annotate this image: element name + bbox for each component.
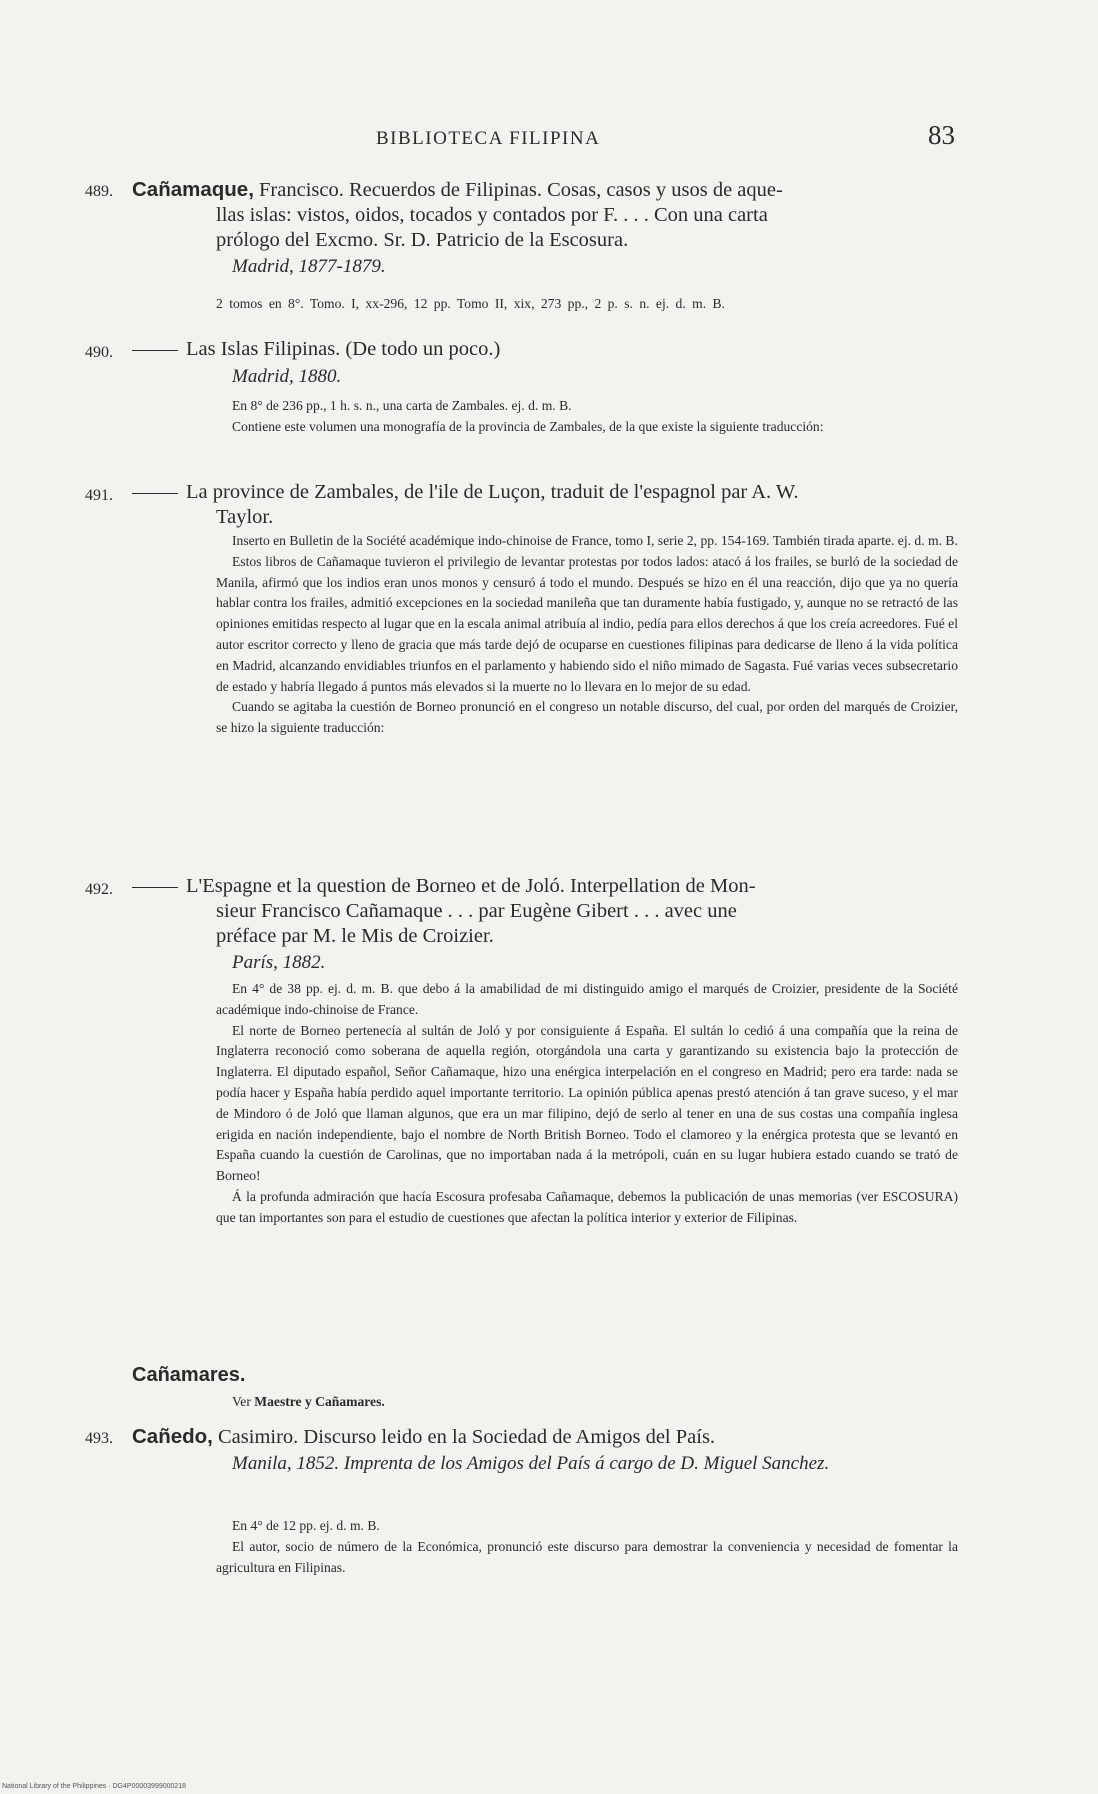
scan-footer: National Library of the Philippines · DG4P00003999000218	[2, 1783, 187, 1790]
entry-title: Las Islas Filipinas. (De todo un poco.)	[186, 338, 501, 360]
see-target: Maestre y Cañamares.	[254, 1394, 385, 1409]
entry-note	[216, 1516, 958, 1578]
entry-imprint: París, 1882.	[232, 952, 326, 973]
entry-author: Cañamaque,	[132, 178, 254, 201]
cross-reference-note	[216, 1392, 958, 1413]
page-number: 83	[928, 120, 955, 150]
entry-title-line: L'Espagne et la question de Borneo et de Joló. Interpellation de Mon-	[186, 875, 756, 897]
entry-note	[216, 979, 958, 1229]
ditto-dash	[132, 493, 178, 494]
note-paragraph: El autor, socio de número de la Económica, pronunció este discurso para demostrar la conveniencia y necesidad de fomentar la agricultura en Filipinas.	[216, 1538, 958, 1575]
note-paragraph: En 8° de 236 pp., 1 h. s. n., una carta de Zambales. ej. d. m. B.	[232, 398, 572, 413]
note-paragraph: Contiene este volumen una monografía de la provincia de Zambales, de la que existe la siguiente traducción:	[232, 418, 824, 434]
entry-number: 492.	[85, 881, 113, 898]
entry-title-line: llas islas: vistos, oidos, tocados y contados por F. . . . Con una carta	[216, 204, 768, 226]
entry-heading	[132, 337, 960, 362]
entry-number: 489.	[85, 183, 113, 200]
ditto-dash	[132, 350, 178, 351]
note-paragraph: Inserto en Bulletin de la Société académique indo-chinoise de France, tomo I, serie 2, pp. 154-169. También tirada aparte. ej. d. m. B.	[232, 533, 958, 548]
entry-number: 491.	[85, 487, 113, 504]
running-title: BIBLIOTECA FILIPINA	[376, 128, 601, 149]
entry-number: 493.	[85, 1430, 113, 1447]
entry-title-line: Taylor.	[216, 506, 274, 528]
running-head	[0, 120, 1098, 158]
entry-imprint: Madrid, 1877-1879.	[232, 256, 386, 277]
note-paragraph	[216, 1392, 958, 1413]
ditto-dash	[132, 887, 178, 888]
entry-author: Cañedo,	[132, 1425, 213, 1448]
entry-imprint: Manila, 1852. Imprenta de los Amigos del País á cargo de D. Miguel Sanchez.	[232, 1453, 830, 1474]
entry-title-line: Casimiro. Discurso leido en la Sociedad de Amigos del País.	[212, 1426, 716, 1448]
entry-note	[216, 531, 958, 739]
note-paragraph: En 4° de 38 pp. ej. d. m. B. que debo á la amabilidad de mi distinguido amigo el marqués de Croizier, presidente de la Société académique indo-chinoise de France.	[216, 981, 958, 1017]
entry-title-line: préface par M. le Mis de Croizier.	[216, 925, 494, 947]
note-paragraph: En 4° de 12 pp. ej. d. m. B.	[232, 1518, 380, 1533]
entry-number: 490.	[85, 344, 113, 361]
note-paragraph: El norte de Borneo pertenecía al sultán de Joló y por consiguiente á España. El sultán lo cedió á una compañía que la reina de Inglaterra reconoció como soberana de aquella región, otorgándola una carta y garantizando su existencia bajo la protección de Inglaterra. El diputado español, Señor Cañamaque, hizo una enérgica interpelación en el congreso en Madrid; pero era tarde: nada se podía hacer y España había perdido aquel importante territorio. La opinión pública apenas prestó atención á tan grave suceso, y el mar de Mindoro ó de Joló que llaman algunos, que era un mar filipino, dejó de serlo al tener en una de sus costas una compañía inglesa erigida en nación independiente, bajo el nombre de North British Borneo. Todo el clamoreo y la enérgica protesta que se levantó en España cuando la cuestión de Carolinas, que no importaban nada á la metrópoli, cuán en su lugar hubiera estado cuando se trató de Borneo!	[216, 1022, 958, 1184]
note-paragraph: Á la profunda admiración que hacía Escosura profesaba Cañamaque, debemos la publicación de unas memorias (ver ESCOSURA) que tan importantes son para el estudio de cuestiones que afectan la política interior y exterior de Filipinas.	[216, 1188, 958, 1225]
entry-heading	[132, 874, 960, 949]
entry-heading	[132, 177, 960, 253]
entry-title-line: Francisco. Recuerdos de Filipinas. Cosas, casos y usos de aque-	[253, 179, 783, 201]
entry-title-line: sieur Francisco Cañamaque . . . par Eugène Gibert . . . avec une	[216, 900, 737, 922]
entry-imprint: Madrid, 1880.	[232, 366, 342, 387]
entry-title-line: prólogo del Excmo. Sr. D. Patricio de la Escosura.	[216, 229, 629, 251]
entry-title-line: La province de Zambales, de l'ile de Luçon, traduit de l'espagnol par A. W.	[186, 481, 799, 503]
entry-heading	[132, 480, 960, 530]
entry-note	[216, 396, 958, 438]
see-prefix: Ver	[232, 1394, 255, 1409]
note-paragraph: Estos libros de Cañamaque tuvieron el privilegio de levantar protestas por todos lados: atacó á los frailes, se burló de la sociedad de Manila, afirmó que los indios eran unos monos y censuró á todo el mundo. Después se hizo en él una reacción, dijo que ya no quería hablar contra los frailes, admitió excepciones en la sociedad manileña que tan duramente había fustigado, y, aunque no se retractó de las opiniones emitidas respecto al lugar que en la escala animal atribuía al indio, pedía para ellos derechos á que los creía acreedores. Fué el autor escritor correcto y lleno de gracia que más tarde dejó de ocuparse en cuestiones filipinas para dedicarse de lleno á la vida política en Madrid, alcanzando envidiables triunfos en el parlamento y habiendo sido el niño mimado de Sagasta. Fué varias veces subsecretario de estado y habría llegado á puntos más elevados si la muerte no lo llevara en lo mejor de su edad.	[216, 553, 958, 694]
cross-reference-heading: Cañamares.	[132, 1364, 246, 1386]
entry-note: 2 tomos en 8°. Tomo. I, xx-296, 12 pp. Tomo II, xix, 273 pp., 2 p. s. n. ej. d. m. B.	[216, 296, 725, 311]
note-paragraph: Cuando se agitaba la cuestión de Borneo pronunció en el congreso un notable discurso, del cual, por orden del marqués de Croizier, se hizo la siguiente traducción:	[216, 699, 958, 736]
entry-heading	[132, 1424, 960, 1450]
